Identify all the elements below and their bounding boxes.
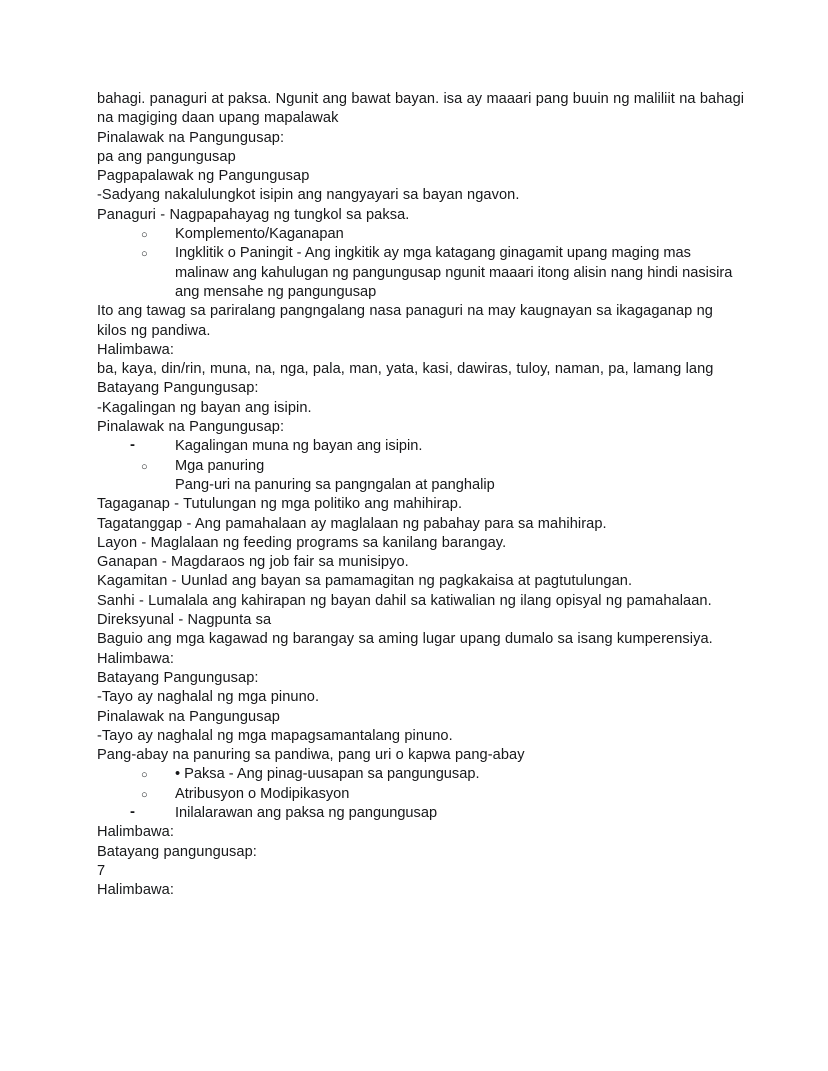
para-pang-abay-na-panuring: Pang-abay na panuring sa pandiwa, pang uri o kapwa pang-abay: [97, 747, 525, 764]
bullet-kagalingan-muna-text: Kagalingan muna ng bayan ang isipin.: [175, 438, 423, 455]
para-baguio-kagawad: Baguio ang mga kagawad ng barangay sa aming lugar upang dumalo sa isang kumperensiya.: [97, 631, 713, 648]
para-tagatanggap: Tagatanggap - Ang pamahalaan ay maglalaan ng pabahay para sa mahihirap.: [97, 515, 607, 532]
para-kagamitan: Kagamitan - Uunlad ang bayan sa pamamagitan ng pagkakaisa at pagtutulungan.: [97, 573, 633, 590]
para-tayo-ay-naghalal: -Tayo ay naghalal ng mga pinuno.: [97, 689, 320, 706]
dash-bullet-icon: -: [130, 802, 135, 820]
bullet-ingklitik-o-paningit: [97, 244, 745, 302]
bullet-paksa-text: • Paksa - Ang pinag-uusapan sa pangungusap.: [175, 766, 480, 783]
para-tagaganap: Tagaganap - Tutulungan ng mga politiko ang mahihirap.: [97, 496, 463, 513]
para-bahagi-panaguri: bahagi. panaguri at paksa. Ngunit ang bawat bayan. isa ay maaari pang buuin ng maliliit na bahagi na magiging daan upang mapalawak: [97, 91, 745, 127]
para-page-number: 7: [97, 862, 106, 879]
para-tayo-ay-naghalal-mapagsamantalang: -Tayo ay naghalal ng mga mapagsamantalang pinuno.: [97, 727, 453, 744]
bullet-inilalarawan-ang-paksa: [97, 804, 745, 823]
bullet-inilalarawan-ang-paksa-text: Inilalarawan ang paksa ng pangungusap: [175, 804, 438, 821]
para-batayang-pangungusap-3: Batayang pangungusap:: [97, 843, 257, 860]
para-halimbawa-3: Halimbawa:: [97, 824, 174, 841]
para-pinalawak-na-pangungusap-1: Pinalawak na Pangungusap:: [97, 129, 285, 146]
para-pa-ang-pangungusap: pa ang pangungusap: [97, 148, 236, 165]
bullet-atribusyon-o-modipikasyon-text: Atribusyon o Modipikasyon: [175, 785, 350, 802]
para-halimbawa-4: Halimbawa:: [97, 882, 174, 899]
circle-bullet-icon: ○: [141, 788, 148, 801]
para-batayang-pangungusap-2: Batayang Pangungusap:: [97, 669, 259, 686]
dash-bullet-icon: -: [130, 436, 135, 454]
para-direksyunal: Direksyunal - Nagpunta sa: [97, 612, 272, 629]
circle-bullet-icon: ○: [141, 769, 148, 782]
para-kagalingan-ng-bayan: -Kagalingan ng bayan ang isipin.: [97, 399, 312, 416]
bullet-cont-pang-uri-na-panuring: Pang-uri na panuring sa pangngalan at panghalip: [175, 476, 495, 493]
para-sadyang-nakalulungkot: -Sadyang nakalulungkot isipin ang nangyayari sa bayan ngavon.: [97, 187, 520, 204]
para-pagpapalawak-ng-pangungusap: Pagpapalawak ng Pangungusap: [97, 168, 310, 185]
para-pinalawak-na-pangungusap-3: Pinalawak na Pangungusap: [97, 708, 280, 725]
para-halimbawa-1: Halimbawa:: [97, 341, 174, 358]
para-pinalawak-na-pangungusap-2: Pinalawak na Pangungusap:: [97, 419, 285, 436]
bullet-komplemento-kaganapan: [97, 225, 745, 244]
bullet-ingklitik-o-paningit-text: Ingklitik o Paningit - Ang ingkitik ay mga katagang ginagamit upang maging mas malinaw ang kahulugan ng pangungusap ngunit maaari itong alisin nang hindi nasisira ang mensahe ng pangungusap: [175, 245, 733, 300]
para-layon: Layon - Maglalaan ng feeding programs sa kanilang barangay.: [97, 534, 507, 551]
para-batayang-pangungusap-1: Batayang Pangungusap:: [97, 380, 259, 397]
circle-bullet-icon: ○: [141, 248, 148, 261]
circle-bullet-icon: ○: [141, 460, 148, 473]
para-particle-list: ba, kaya, din/rin, muna, na, nga, pala, man, yata, kasi, dawiras, tuloy, naman, pa, lamang lang: [97, 361, 714, 378]
bullet-kagalingan-muna: [97, 437, 745, 456]
para-panaguri-nagpapahayag: Panaguri - Nagpapahayag ng tungkol sa paksa.: [97, 206, 410, 223]
para-ganapan: Ganapan - Magdaraos ng job fair sa munisipyo.: [97, 554, 409, 571]
bullet-atribusyon-o-modipikasyon: [97, 785, 745, 804]
para-ito-ang-tawag: Ito ang tawag sa pariralang pangngalang nasa panaguri na may kaugnayan sa ikagaganap ng kilos ng pandiwa.: [97, 303, 713, 339]
bullet-mga-panuring: [97, 457, 745, 476]
bullet-mga-panuring-text: Mga panuring: [175, 457, 265, 474]
document-text-body: [97, 90, 745, 900]
para-halimbawa-2: Halimbawa:: [97, 650, 174, 667]
para-sanhi: Sanhi - Lumalala ang kahirapan ng bayan dahil sa katiwalian ng ilang opisyal ng pamahalaan.: [97, 592, 712, 609]
circle-bullet-icon: ○: [141, 229, 148, 242]
bullet-paksa: [97, 765, 745, 784]
bullet-komplemento-kaganapan-text: Komplemento/Kaganapan: [175, 226, 344, 243]
